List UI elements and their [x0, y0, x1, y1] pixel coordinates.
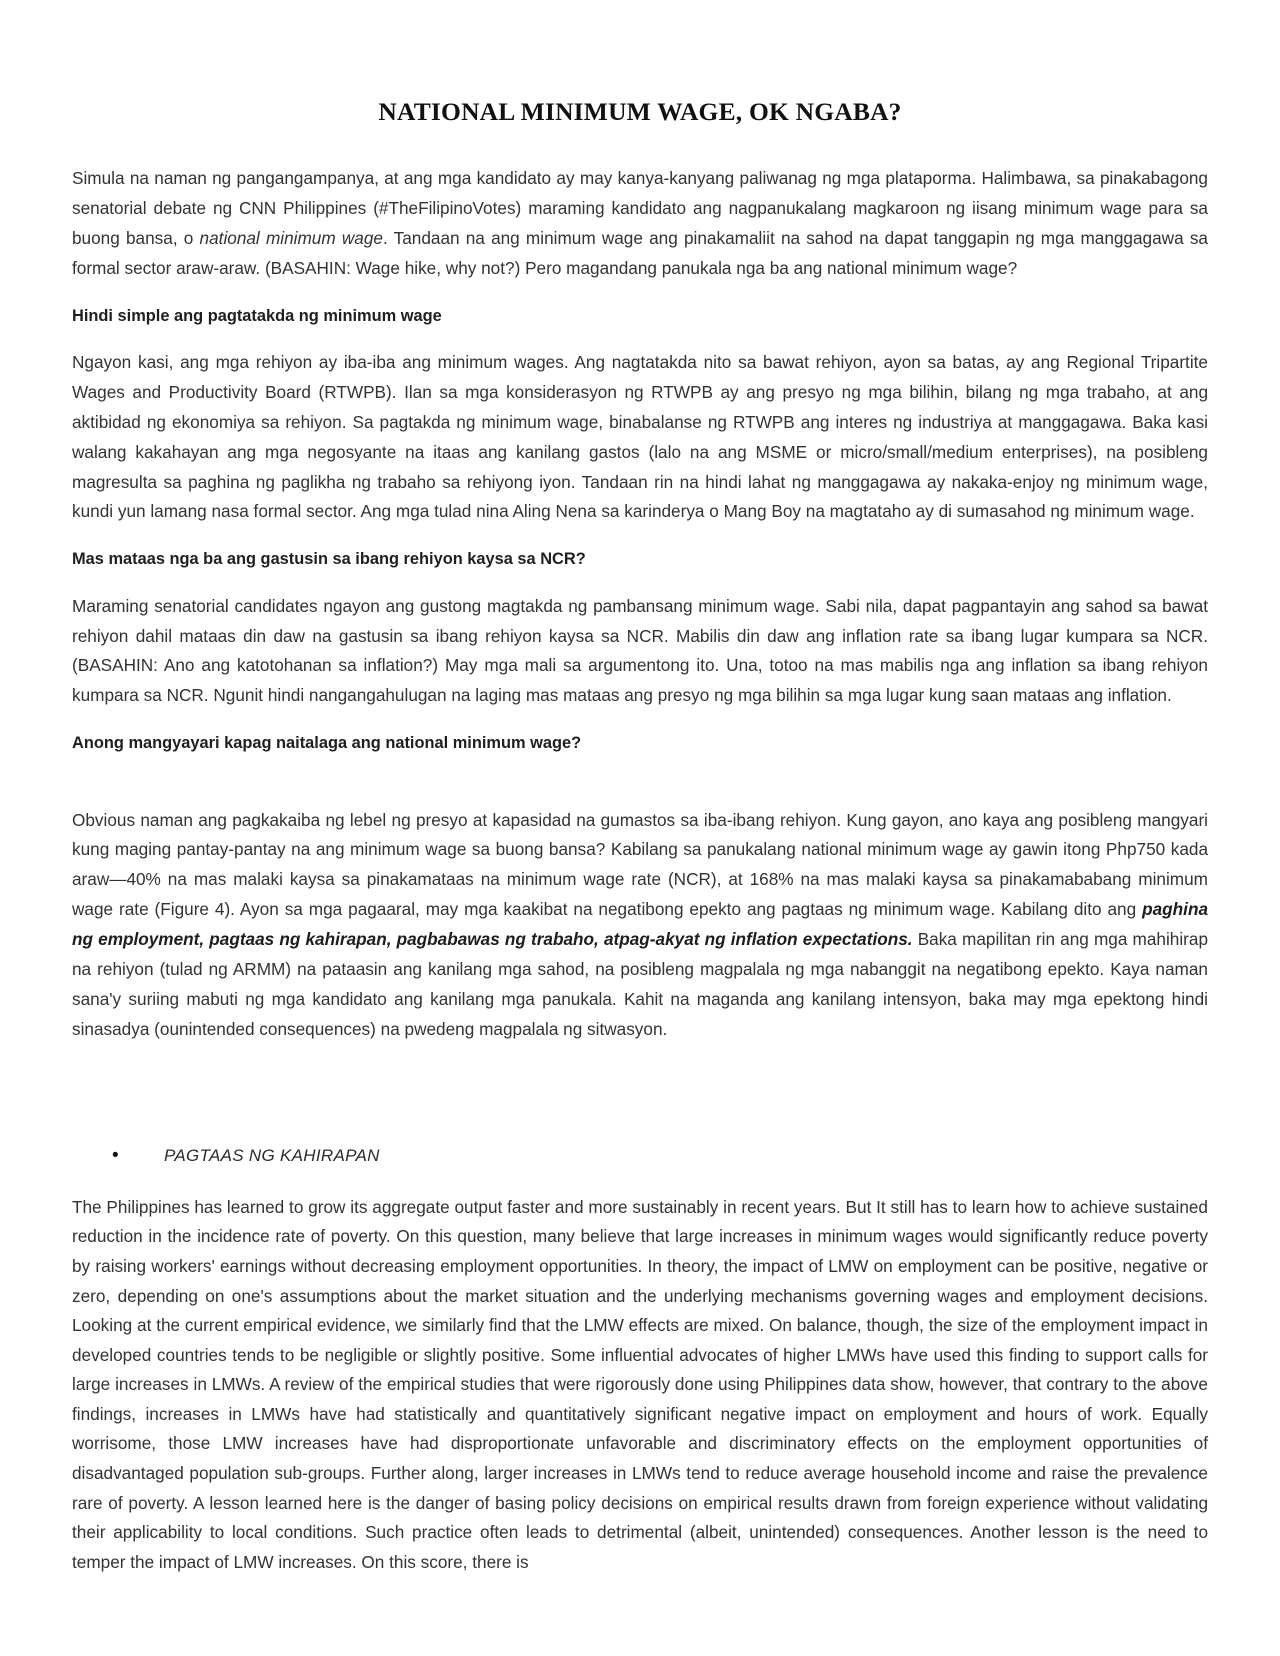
intro-italic-term: national minimum wage: [199, 227, 383, 248]
section-1-paragraph: Ngayon kasi, ang mga rehiyon ay iba-iba ang minimum wages. Ang nagtatakda nito sa bawat rehiyon, ayon sa batas, ay ang Regional Tripartite Wages and Productivity Board (RTWPB). Ilan sa mga konsiderasyon ng RTWPB ay ang presyo ng mga bilihin, bilang ng mga trabaho, at ang aktibidad ng ekonomiya sa rehiyon. Sa pagtakda ng minimum wage, binabalanse ng RTWPB ang interes ng industriya at manggagawa. Baka kasi walang kakahayan ang mga negosyante na itaas ang kanilang gastos (lalo na ang MSME or micro/small/medium enterprises), na posibleng magresulta sa paghina ng paglikha ng trabaho sa rehiyong iyon. Tandaan rin na hindi lahat ng manggagawa ay nakaka-enjoy ng minimum wage, kundi yun lamang nasa formal sector. Ang mga tulad nina Aling Nena sa karinderya o Mang Boy na magtataho ay di sumasahod ng minimum wage.: [72, 351, 1208, 522]
section-3-text-part-2: Baka mapilitan rin ang mga mahihirap na rehiyon (tulad ng ARMM) na pataasin ang kanilang mga sahod, na posibleng magpalala ng mga nabanggit na negatibong epekto. Kaya naman sana'y suriing mabuti ng mga kandidato ang kanilang mga panukala. Kahit na maganda ang kanilang intensyon, baka may mga epektong hindi sinasadya (ounintended consequences) na pwedeng magpalala ng sitwasyon.: [72, 929, 1209, 1039]
block-spacer: [72, 1064, 1208, 1142]
section-3-paragraph: [72, 806, 1208, 1045]
bullet-list: [72, 1142, 1208, 1171]
section-3-text-part-1: Obvious naman ang pagkakaiba ng lebel ng presyo at kapasidad na gumastos sa iba-ibang rehiyon. Kung gayon, ano kaya ang posibleng mangyari kung maging pantay-pantay na ang minimum wage sa buong bansa? Kabilang sa panukalang national minimum wage ay gawin itong Php750 kada araw—40% na mas malaki kaysa sa pinakamataas na minimum wage rate (NCR), at 168% na mas malaki kaysa sa pinakamababang minimum wage rate (Figure 4). Ayon sa mga pagaaral, may mga kaakibat na negatibong epekto ang pagtaas ng minimum wage. Kabilang dito ang: [72, 809, 1208, 920]
list-item: • PAGTAAS NG KAHIRAPAN: [112, 1142, 1208, 1171]
final-paragraph: The Philippines has learned to grow its aggregate output faster and more sustainably in recent years. But It still has to learn how to achieve sustained reduction in the incidence rate of poverty. On this question, many believe that large increases in minimum wages would significantly reduce poverty by raising workers' earnings without decreasing employment opportunities. In theory, the impact of LMW on employment can be positive, negative or zero, depending on one's assumptions about the market situation and the underlying mechanisms governing wages and employment decisions. Looking at the current empirical evidence, we similarly find that the LMW effects are mixed. On balance, though, the size of the employment impact in developed countries tends to be negligible or slightly positive. Some influential advocates of higher LMWs have used this finding to support calls for large increases in LMWs. A review of the empirical studies that were rigorously done using Philippines data show, however, that contrary to the above findings, increases in LMWs have had statistically and quantitatively significant negative impact on employment and hours of work. Equally worrisome, those LMW increases have had disproportionate unfavorable and discriminatory effects on the employment opportunities of disadvantaged population sub-groups. Further along, larger increases in LMWs tend to reduce average household income and raise the prevalence rare of poverty. A lesson learned here is the danger of basing policy decisions on empirical results drawn from foreign experience without validating their applicability to local conditions. Such practice often leads to detrimental (albeit, unintended) consequences. Another lesson is the need to temper the impact of LMW increases. On this score, there is: [72, 1196, 1208, 1572]
intro-paragraph: [72, 164, 1208, 284]
heading-spacer: [72, 776, 1208, 806]
section-2-paragraph: Maraming senatorial candidates ngayon ang gustong magtakda ng pambansang minimum wage. Sabi nila, dapat pagpantayin ang sahod sa bawat rehiyon dahil mataas din daw na gastusin sa ibang rehiyon kaysa sa NCR. Mabilis din daw ang inflation rate sa ibang lugar kumpara sa NCR. (BASAHIN: Ano ang katotohanan sa inflation?) May mga mali sa argumentong ito. Una, totoo na mas mabilis nga ang inflation sa ibang rehiyon kumpara sa NCR. Ngunit hindi nangangahulugan na laging mas mataas ang presyo ng mga bilihin sa mga lugar kung saan mataas ang inflation.: [72, 595, 1208, 706]
section-heading-3: Anong mangyayari kapag naitalaga ang national minimum wage?: [72, 734, 582, 753]
intro-text-part-2: . Tandaan na ang minimum wage ang pinakamaliit na sahod na dapat tanggapin ng mga manggagawa sa formal sector araw-araw. (BASAHIN: Wage hike, why not?) Pero magandang panukala nga ba ang national minimum wage?: [72, 227, 1208, 278]
page-title: NATIONAL MINIMUM WAGE, OK NGABA?: [378, 97, 902, 126]
section-heading-2: Mas mataas nga ba ang gastusin sa ibang rehiyon kaysa sa NCR?: [72, 550, 586, 569]
section-3-emphasis: paghina ng employment, pagtaas ng kahirapan, pagbabawas ng trabaho, atpag-akyat ng inflation expectations.: [72, 899, 1208, 950]
section-heading-1: Hindi simple ang pagtatakda ng minimum wage: [72, 306, 442, 325]
intro-text-part-1: Simula na naman ng pangangampanya, at ang mga kandidato ay may kanya-kanyang paliwanag ng mga plataporma. Halimbawa, sa pinakabagong senatorial debate ng CNN Philippines (#TheFilipinoVotes) maraming kandidato ang nagpanukalang magkaroon ng iisang minimum wage para sa buong bansa, o: [72, 167, 1208, 248]
